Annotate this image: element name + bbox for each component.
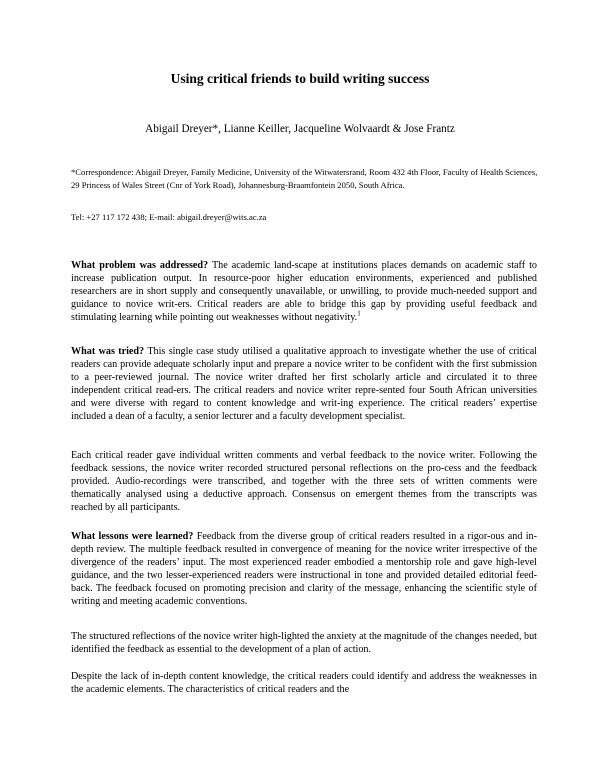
section-text: Feedback from the diverse group of critical readers resulted in a rigor-ous and in-depth review. The multiple feedback resulted in convergence of meaning for the novice writer irrespective of the divergence of the readers’ input. The most experienced reader embodied a mentorship role and gave high-level guidance, and the two lesser-experienced readers were instructional in tone and provided detailed editorial feed-back. The feedback focused on promoting precision and clarity of the message, enhancing the scientific style of writing and meeting academic conventions. (71, 531, 537, 608)
paragraph-reflections (71, 630, 537, 656)
section-tried (71, 345, 537, 424)
section-heading: What was tried? (71, 346, 145, 357)
section-text: The academic land-scape at institutions places demands on academic staff to increase publication output. In resource-poor higher education environments, experienced and published researchers are in short supply and consequently unavailable, or unwilling, to provide much-needed support and guidance to novice writ-ers. Critical readers are able to bridge this gap by providing useful feedback and stimulating learning while pointing out weaknesses without negativity. (71, 260, 537, 324)
section-heading: What lessons were learned? (71, 531, 194, 542)
contact-line: Tel: +27 117 172 438; E-mail: abigail.dreyer@wits.ac.za (71, 212, 267, 222)
section-text: Each critical reader gave individual written comments and verbal feedback to the novice writer. Following the feedback sessions, the novice writer recorded structured personal reflections on the pro-cess and the feedback provided. Audio-recordings were transcribed, and together with the three sets of written comments were thematically analysed using a deductive approach. Consensus on emergent themes from the transcripts was reached by all participants. (71, 450, 537, 514)
paragraph-content-knowledge (71, 670, 537, 696)
author-list: Abigail Dreyer*, Lianne Keiller, Jacqueline Wolvaardt & Jose Frantz (145, 123, 455, 135)
section-problem (71, 259, 537, 324)
section-text: This single case study utilised a qualitative approach to investigate whether the use of critical readers can provide adequate scholarly input and prepare a novice writer to be confident with the first submission to a peer-reviewed journal. The novice writer drafted her first scholarly article and circulated it to three independent critical read-ers. The critical readers and novice writer repre-sented four South African universities and were diverse with regard to content knowledge and writ-ing experience. The critical readers’ expertise included a dean of a faculty, a senior lecturer and a faculty development specialist. (71, 346, 537, 423)
reference-marker: 1 (357, 310, 361, 318)
paragraph-feedback-process (71, 449, 537, 514)
section-text: The structured reflections of the novice writer high-lighted the anxiety at the magnitude of the changes needed, but identified the feedback as essential to the development of a plan of action. (71, 631, 537, 656)
section-text: Despite the lack of in-depth content knowledge, the critical readers could identify and address the weaknesses in the academic elements. The characteristics of critical readers and the (71, 671, 537, 696)
correspondence-note: *Correspondence: Abigail Dreyer, Family Medicine, University of the Witwatersrand, Room 432 4th Floor, Faculty of Health Sciences, 29 Princess of Wales Street (Cnr of York Road), Johannesburg-Braamfontein 2050, South Africa. (71, 167, 538, 190)
section-heading: What problem was addressed? (71, 260, 209, 271)
paper-title: Using critical friends to build writing success (170, 71, 430, 86)
section-lessons (71, 530, 537, 609)
